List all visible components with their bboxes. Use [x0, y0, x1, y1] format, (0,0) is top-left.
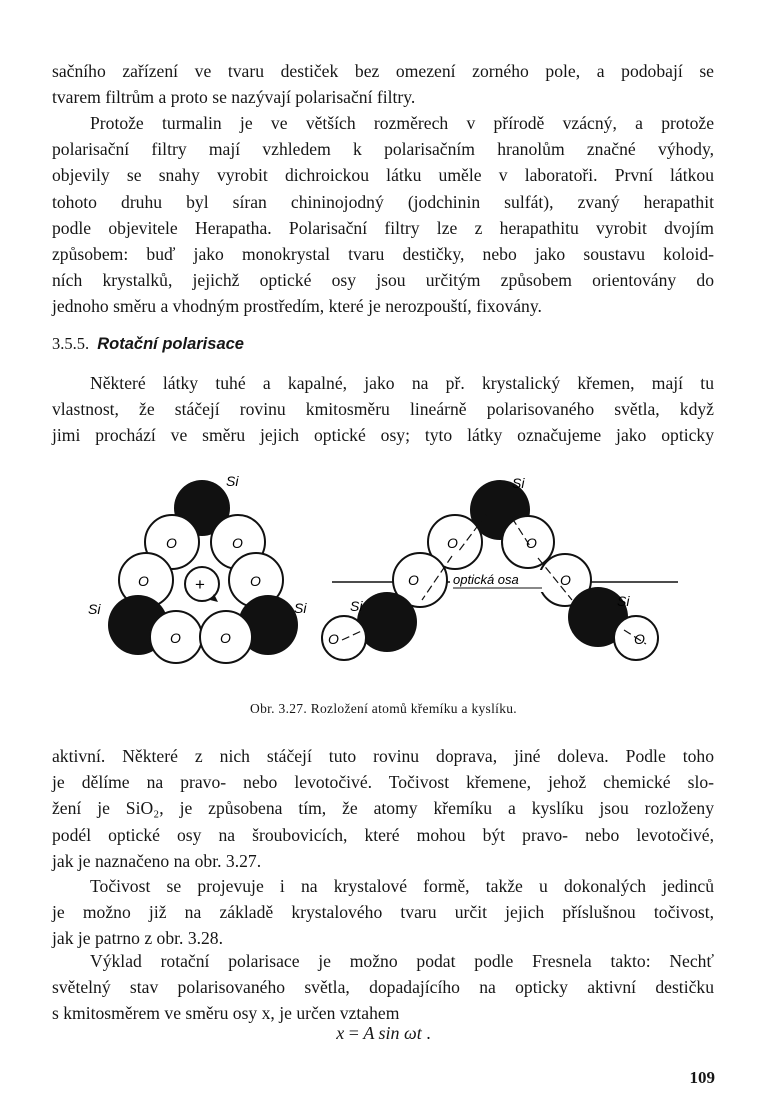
text-line: jednoho směru a vhodným prostředím, které je nerozpouští, fixovány. — [52, 296, 542, 317]
o-label: O — [220, 630, 231, 646]
plus-label: + — [195, 575, 205, 594]
text-line: ních krystalků, jejichž optické osy jsou určitým způsobem orientovány do — [52, 270, 714, 291]
o-label: O — [250, 573, 261, 589]
text-line: Protože turmalin je ve větších rozměrech v přírodě vzácný, a protože — [90, 113, 714, 133]
text-line: je dělíme na pravo- nebo levotočivé. Točivost křemene, jehož chemické slo- — [52, 772, 714, 793]
o-label: O — [447, 535, 458, 551]
si-label: Si — [617, 593, 630, 609]
page-number: 109 — [689, 1068, 715, 1087]
text-line: Výklad rotační polarisace je možno podat podle Fresnela takto: Nechť — [90, 951, 714, 971]
equation-rhs: A sin ωt — [363, 1023, 422, 1043]
paragraph-5 — [52, 873, 714, 952]
o-label: O — [526, 535, 537, 551]
text-line: s kmitosměrem ve směru osy x, je určen vztahem — [52, 1003, 400, 1024]
o-label: O — [408, 572, 419, 588]
equation-equals: = — [344, 1023, 364, 1043]
text-line: vlastnost, že stáčejí rovinu kmitosměru lineárně polarisovaného světla, když — [52, 399, 714, 420]
text-line: tvarem filtrům a proto se nazývají polarisační filtry. — [52, 87, 416, 108]
figure-silicon-oxygen — [80, 470, 700, 690]
figure-right-helix — [322, 475, 678, 660]
text-line: žení je SiO₂, je způsobena tím, že atomy křemíku a kyslíku jsou rozloženy — [52, 798, 714, 819]
equation-lhs: x — [336, 1023, 345, 1043]
o-label: O — [328, 631, 339, 647]
text-line: sačního zařízení ve tvaru destiček bez omezení zorného pole, a podobají se — [52, 61, 714, 81]
text-line: Některé látky tuhé a kapalné, jako na př. krystalický křemen, mají tu — [90, 373, 714, 393]
text-line: jak je naznačeno na obr. 3.27. — [52, 850, 262, 871]
o-label: O — [170, 630, 181, 646]
section-number: 3.5.5. — [52, 334, 90, 353]
si-label: Si — [350, 598, 363, 614]
text-line: způsobem: buď jako monokrystal tvaru destičky, nebo jako soustavu koloid- — [52, 244, 714, 265]
o-label: O — [560, 572, 571, 588]
text-line: Točivost se projevuje i na krystalové formě, takže u dokonalých jedinců — [90, 876, 714, 896]
equation-end: . — [421, 1023, 431, 1043]
text-line: jimi prochází ve směru jejich optické osy; tyto látky označujeme jako opticky — [52, 425, 714, 446]
paragraph-6 — [52, 948, 714, 1027]
paragraph-4 — [52, 743, 714, 874]
text-line: tohoto druhu byl síran chininojodný (jodchinin sulfát), zvaný herapathit — [52, 191, 714, 212]
figure-left-triangle — [88, 473, 307, 663]
paragraph-1 — [52, 58, 714, 110]
text-line: jak je patrno z obr. 3.28. — [52, 928, 224, 949]
o-label: O — [634, 631, 645, 647]
o-label: O — [232, 535, 243, 551]
paragraph-3 — [52, 370, 714, 449]
paragraph-2 — [52, 110, 714, 320]
equation — [0, 1023, 767, 1044]
text-line: podél optické osy na šroubovicích, které mohou být pravo- nebo levotočivé, — [52, 824, 714, 845]
text-line: podle objevitele Herapatha. Polarisační filtry lze z herapathitu vyrobit dvojím — [52, 217, 714, 238]
text-line: je možno již na základě krystalového tvaru určit jejich příslušnou točivost, — [52, 902, 714, 923]
si-label: Si — [88, 601, 101, 617]
o-label: O — [138, 573, 149, 589]
section-title: Rotační polarisace — [97, 335, 244, 353]
section-heading — [52, 334, 244, 354]
figure-caption: Obr. 3.27. Rozložení atomů křemíku a kyslíku. — [250, 701, 517, 716]
text-line: polarisační filtry mají vzhledem k polarisačním hranolům značné výhody, — [52, 139, 714, 160]
text-line: objevily se snahy vyrobit dichroickou látku uměle v laboratoři. První látkou — [52, 165, 714, 186]
si-label: Si — [294, 600, 307, 616]
text-line: aktivní. Některé z nich stáčejí tuto rovinu doprava, jiné doleva. Podle toho — [52, 746, 714, 766]
o-label: O — [166, 535, 177, 551]
text-line: světelný stav polarisovaného světla, dopadajícího na opticky aktivní destičku — [52, 977, 714, 998]
si-label: Si — [512, 475, 525, 491]
optical-axis-label: optická osa — [453, 572, 519, 587]
si-label: Si — [226, 473, 239, 489]
